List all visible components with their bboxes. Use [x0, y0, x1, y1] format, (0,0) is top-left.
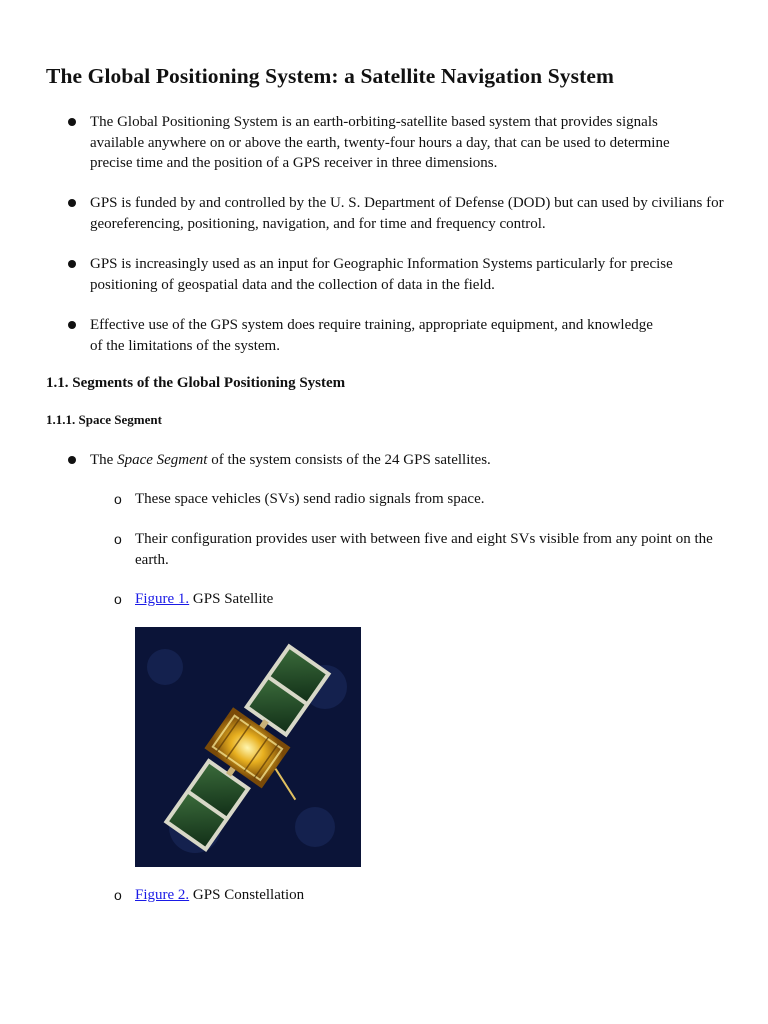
subsection-heading: 1.1.1. Space Segment	[46, 412, 162, 427]
intro-bullet-1: The Global Positioning System is an earth-orbiting-satellite based system that provides signals available anywhere on or above the earth, twenty-four hours a day, that can be used to determine precise time and the position of a GPS receiver in three dimensions.	[90, 114, 670, 171]
bullet-marker	[68, 321, 76, 329]
intro-bullet-2: GPS is funded by and controlled by the U. S. Department of Defense (DOD) but can used by civilians for georeferencing, positioning, navigation, and for time and frequency control.	[90, 195, 724, 232]
bullet-marker	[68, 456, 76, 464]
space-segment-suffix: of the system consists of the 24 GPS satellites.	[207, 452, 491, 468]
figure-2-caption: GPS Constellation	[189, 887, 305, 903]
figure-1-caption: GPS Satellite	[189, 591, 274, 607]
sub-bullet-marker: o	[114, 491, 122, 507]
sub-item-1: These space vehicles (SVs) send radio signals from space.	[135, 491, 485, 507]
gps-satellite-image	[135, 627, 361, 867]
sub-bullet-marker: o	[114, 531, 122, 547]
space-segment-emphasis: Space Segment	[117, 452, 208, 468]
figure-2-item	[135, 885, 535, 906]
bullet-marker	[68, 260, 76, 268]
sub-bullet-marker: o	[114, 591, 122, 607]
page-title: The Global Positioning System: a Satellite Navigation System	[46, 64, 614, 88]
intro-bullet-4: Effective use of the GPS system does require training, appropriate equipment, and knowledge of the limitations of the system.	[90, 317, 653, 354]
figure-2-link[interactable]: Figure 2.	[135, 887, 190, 903]
bullet-marker	[68, 199, 76, 207]
space-segment-bullet	[90, 450, 690, 471]
figure-1-link[interactable]: Figure 1.	[135, 591, 190, 607]
bullet-marker	[68, 118, 76, 126]
figure-1-item	[135, 589, 535, 610]
section-heading: 1.1. Segments of the Global Positioning System	[46, 375, 346, 391]
sub-bullet-marker: o	[114, 887, 122, 903]
space-segment-prefix: The	[90, 452, 118, 468]
intro-bullet-3: GPS is increasingly used as an input for Geographic Information Systems particularly for precise positioning of geospatial data and the collection of data in the field.	[90, 256, 673, 293]
sub-item-2: Their configuration provides user with between five and eight SVs visible from any point on the earth.	[135, 531, 713, 568]
